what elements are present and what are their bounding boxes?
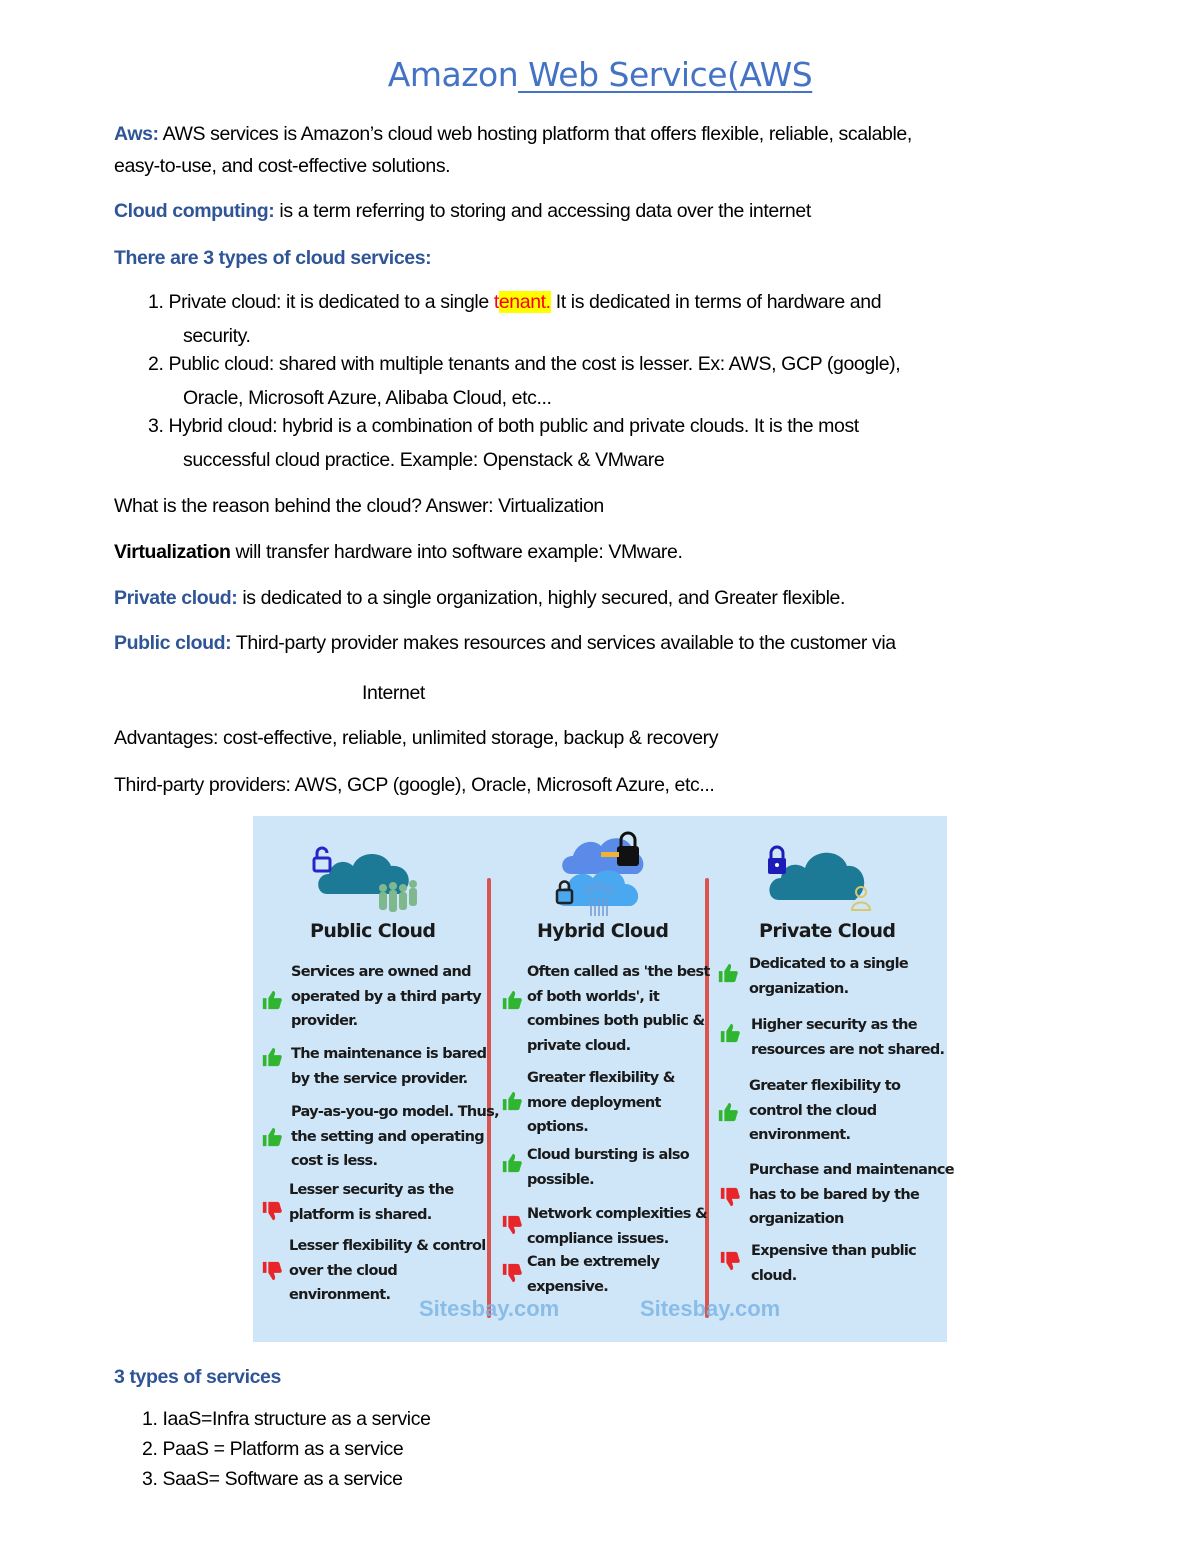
public-bullet-1: Services are owned and operated by a third party provider. [291, 964, 482, 1029]
list-item-public-cont: Oracle, Microsoft Azure, Alibaba Cloud, etc... [183, 387, 552, 409]
thumbs-up-icon [501, 989, 523, 1011]
public-bullet-2: The maintenance is bared by the service provider. [291, 1046, 487, 1087]
thumbs-down-icon [501, 1214, 523, 1236]
watermark: Sitesbay.com [419, 1296, 560, 1321]
thumbs-up-icon [261, 989, 283, 1011]
list-item-private-cont: security. [183, 325, 251, 347]
private-bullet-1: Dedicated to a single organization. [749, 956, 908, 997]
hybrid-bullet-1: Often called as 'the best of both worlds', it combines both public & private cloud. [527, 964, 710, 1054]
aws-label: Aws: [114, 123, 159, 145]
hybrid-bullet-2: Greater flexibility & more deployment options. [527, 1070, 675, 1135]
thumbs-down-icon [261, 1260, 283, 1282]
cloud-comparison-infographic [253, 816, 954, 1342]
virtualization-label: Virtualization [114, 541, 231, 563]
providers-line: Third-party providers: AWS, GCP (google), Oracle, Microsoft Azure, etc... [114, 774, 715, 796]
thumbs-down-icon [501, 1262, 523, 1284]
service-item-saas: 3. SaaS= Software as a service [142, 1468, 403, 1490]
list-item-hybrid: 3. Hybrid cloud: hybrid is a combination of both public and private clouds. It is the most [148, 415, 859, 437]
service-item-paas: 2. PaaS = Platform as a service [142, 1438, 404, 1460]
private-bullet-3: Greater flexibility to control the cloud environment. [749, 1078, 901, 1143]
service-item-iaas: 1. IaaS=Infra structure as a service [142, 1408, 431, 1430]
column-divider [705, 878, 709, 1318]
services-heading: 3 types of services [114, 1366, 281, 1388]
thumbs-up-icon [717, 1101, 739, 1123]
cloud-types-heading: There are 3 types of cloud services: [114, 247, 432, 269]
aws-definition-cont: easy-to-use, and cost-effective solutions. [114, 155, 451, 177]
private-bullet-5: Expensive than public cloud. [751, 1243, 917, 1284]
virtualization-definition: Virtualization will transfer hardware into software example: VMware. [114, 541, 683, 563]
thumbs-up-icon [501, 1152, 523, 1174]
aws-definition: Aws: AWS services is Amazon’s cloud web hosting platform that offers flexible, reliable, scalable, [114, 123, 912, 145]
thumbs-down-icon [261, 1200, 283, 1222]
cloud-computing-definition: Cloud computing: is a term referring to storing and accessing data over the internet [114, 200, 811, 222]
list-item-public: 2. Public cloud: shared with multiple tenants and the cost is lesser. Ex: AWS, GCP (google), [148, 353, 901, 375]
column-title-private: Private Cloud [759, 920, 896, 942]
hybrid-bullet-3: Cloud bursting is also possible. [527, 1147, 690, 1188]
column-title-hybrid: Hybrid Cloud [537, 920, 669, 942]
public-bullet-5: Lesser flexibility & control over the cloud environment. [289, 1238, 486, 1303]
page-title [0, 55, 1200, 94]
private-cloud-definition: Private cloud: is dedicated to a single organization, highly secured, and Greater flexible. [114, 587, 846, 609]
hybrid-bullet-4: Network complexities & compliance issues. [527, 1206, 707, 1247]
list-item-private: 1. Private cloud: it is dedicated to a single tenant. It is dedicated in terms of hardware and [148, 291, 882, 313]
public-cloud-definition: Public cloud: Third-party provider makes resources and services available to the customer via [114, 632, 896, 654]
thumbs-down-icon [719, 1250, 741, 1272]
title-part: Amazon [387, 55, 519, 94]
public-bullet-3: Pay-as-you-go model. Thus, the setting and operating cost is less. [291, 1104, 499, 1169]
hybrid-bullet-5: Can be extremely expensive. [527, 1254, 660, 1295]
public-cloud-label: Public cloud: [114, 632, 232, 654]
advantages-line: Advantages: cost-effective, reliable, unlimited storage, backup & recovery [114, 727, 719, 749]
thumbs-down-icon [719, 1186, 741, 1208]
public-cloud-definition-cont: Internet [362, 682, 425, 704]
thumbs-up-icon [717, 962, 739, 984]
thumbs-up-icon [261, 1126, 283, 1148]
public-bullet-4: Lesser security as the platform is shared. [289, 1182, 454, 1223]
reason-question: What is the reason behind the cloud? Answer: Virtualization [114, 495, 604, 517]
title-underlined-part: Web Service(AWS [518, 55, 813, 94]
private-cloud-label: Private cloud: [114, 587, 238, 609]
cloud-locked-user-icon [765, 844, 877, 914]
private-bullet-2: Higher security as the resources are not shared. [751, 1017, 945, 1058]
list-item-hybrid-cont: successful cloud practice. Example: Openstack & VMware [183, 449, 665, 471]
column-title-public: Public Cloud [310, 920, 436, 942]
thumbs-up-icon [719, 1022, 741, 1044]
highlighted-word: enant. [498, 291, 551, 313]
column-divider [487, 878, 491, 1318]
thumbs-up-icon [501, 1090, 523, 1112]
watermark: Sitesbay.com [640, 1296, 781, 1321]
cloud-computing-label: Cloud computing: [114, 200, 275, 222]
thumbs-up-icon [261, 1046, 283, 1068]
cloud-key-lock-icon [551, 830, 661, 920]
cloud-unlocked-people-icon [311, 844, 423, 922]
private-bullet-4: Purchase and maintenance has to be bared by the organization [749, 1162, 954, 1227]
